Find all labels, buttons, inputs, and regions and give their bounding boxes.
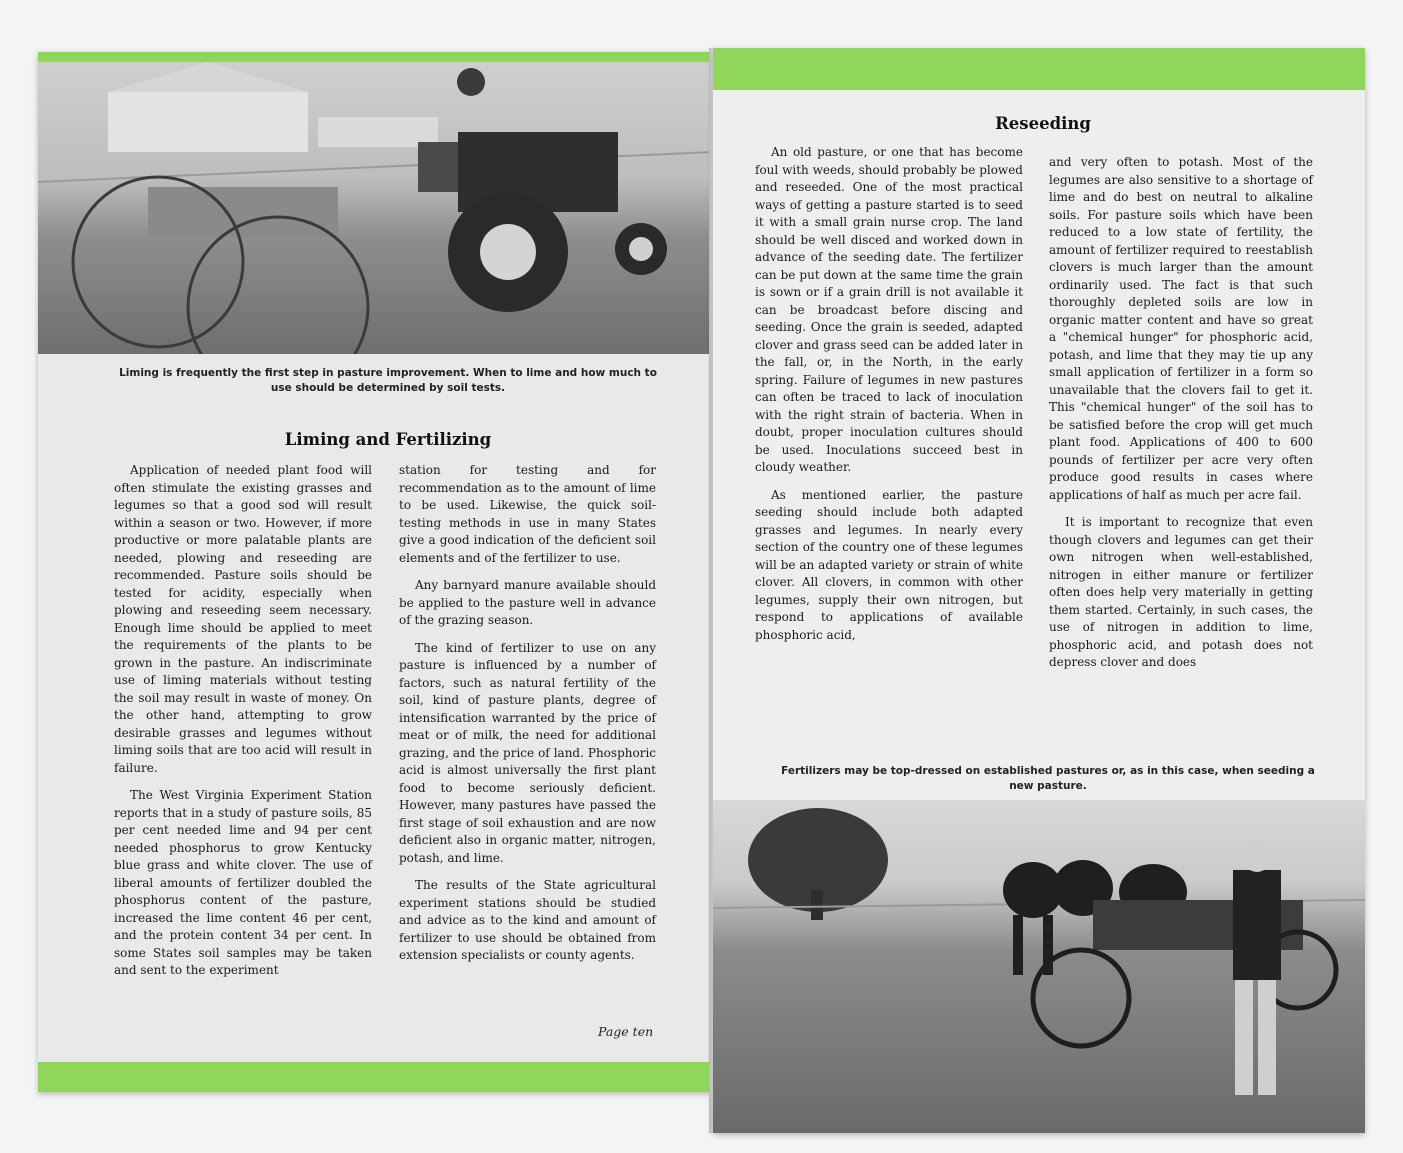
paragraph: The West Virginia Experiment Station reports that in a study of pasture soils, 85 per cent needed lime and 94 per cent needed phosphorus to grow Kentucky blue grass and white clover. The use of liberal amounts of fertilizer doubled the phosphorus content of the pasture, increased the lime content 46 per cent, and the protein content 34 per cent. In some States soil samples may be taken and sent to the experiment [114, 788, 372, 977]
left-page [38, 52, 713, 1092]
tractor-lime-spreader-photo [38, 62, 713, 354]
paragraph: It is important to recognize that even though clovers and legumes can get their own nitrogen when well-established, nitrogen in either manure or fertilizer often does help very materially in getting them started. Certainly, in such cases, the use of nitrogen in addition to lime, phosphoric acid, and potash does not depress clover and does [1049, 515, 1313, 669]
paragraph: station for testing and for recommendation as to the amount of lime to be used. Likewise, the quick soil-testing methods in use in many States give a good indication of the deficient soil elements and of the fertilizer to use. [399, 463, 656, 565]
photo-caption: Liming is frequently the first step in pasture improvement. When to lime and how much to use should be determined by soil tests. [119, 367, 657, 394]
paragraph: The kind of fertilizer to use on any pasture is influenced by a number of factors, such as natural fertility of the soil, kind of pasture plants, degree of intensification warranted by the price of meat or of milk, the need for additional grazing, and the price of land. Phosphoric acid is almost universally the first plant food to become seriously deficient. However, many pastures have passed the first stage of soil exhaustion and are now deficient also in organic matter, nitrogen, potash, and lime. [399, 640, 656, 865]
right-page [713, 48, 1365, 1133]
photo-caption: Fertilizers may be top-dressed on established pastures or, as in this case, when seeding a new pasture. [781, 765, 1315, 792]
bottom-green-band [38, 1062, 713, 1092]
section-heading-liming-and-fertilizing: Liming and Fertilizing [284, 430, 492, 449]
horse-drawn-seed-drill-photo [713, 800, 1365, 1133]
top-green-band [38, 52, 713, 62]
paragraph: Any barnyard manure available should be applied to the pasture well in advance of the grazing season. [399, 578, 656, 627]
paragraph: and very often to potash. Most of the legumes are also sensitive to a shortage of lime and do best on neutral to alkaline soils. For pasture soils which have been reduced to a low state of fertility, the amount of fertilizer required to reestablish clovers is much larger than the amount ordinarily used. The fact is that such thoroughly depleted soils are low in organic matter content and have so great a "chemical hunger" for phosphoric acid, potash, and lime that they may tie up any small application of fertilizer in a form so unavailable that the clovers fail to get it. This "chemical hunger" of the soil has to be satisfied before the crop will get much plant food. Applications of 400 to 600 pounds of fertilizer per acre very often produce good results in cases where applications of half as much per acre fail. [1049, 155, 1313, 502]
text-column-right-2 [1049, 154, 1313, 682]
paragraph: An old pasture, or one that has become foul with weeds, should probably be plowed and reseeded. One of the most practical ways of getting a pasture started is to seed it with a small grain nurse crop. The land should be well disced and worked down in advance of the seeding date. The fertilizer can be put down at the same time the grain is sown or if a grain drill is not available it can be broadcast before discing and seeding. Once the grain is seeded, adapted clover and grass seed can be added later in the fall, or, in the North, in the early spring. Failure of legumes in new pastures can often be traced to lack of inoculation with the right strain of bacteria. When in doubt, proper inoculation cultures should be used. Inoculations succeed best in cloudy weather. [755, 145, 1023, 474]
top-green-band [713, 48, 1365, 90]
paragraph: As mentioned earlier, the pasture seeding should include both adapted grasses and legumes. In nearly every section of the country one of these legumes will be an adapted variety or strain of white clover. All clovers, in common with other legumes, supply their own nitrogen, but respond to applications of available phosphoric acid, [755, 487, 1023, 642]
text-column-left-1 [114, 462, 372, 990]
paragraph: Application of needed plant food will often stimulate the existing grasses and legumes so that a good sod will result within a season or two. However, if more productive or more palatable plants are needed, plowing and reseeding are recommended. Pasture soils should be tested for acidity, especially when plowing and reseeding seem necessary. Enough lime should be applied to meet the requirements of the plants to be grown in the pasture. An indiscriminate use of liming materials without testing the soil may result in waste of money. On the other hand, attempting to grow desirable grasses and legumes without liming soils that are too acid will result in failure. [114, 463, 372, 775]
page-number: Page ten [598, 1024, 654, 1039]
paragraph: The results of the State agricultural experiment stations should be studied and advice as to the kind and amount of fertilizer to use should be obtained from extension specialists or county agents. [399, 878, 656, 962]
section-heading-reseeding: Reseeding [995, 114, 1091, 133]
text-column-right-1 [755, 144, 1023, 654]
text-column-left-2 [399, 462, 656, 975]
